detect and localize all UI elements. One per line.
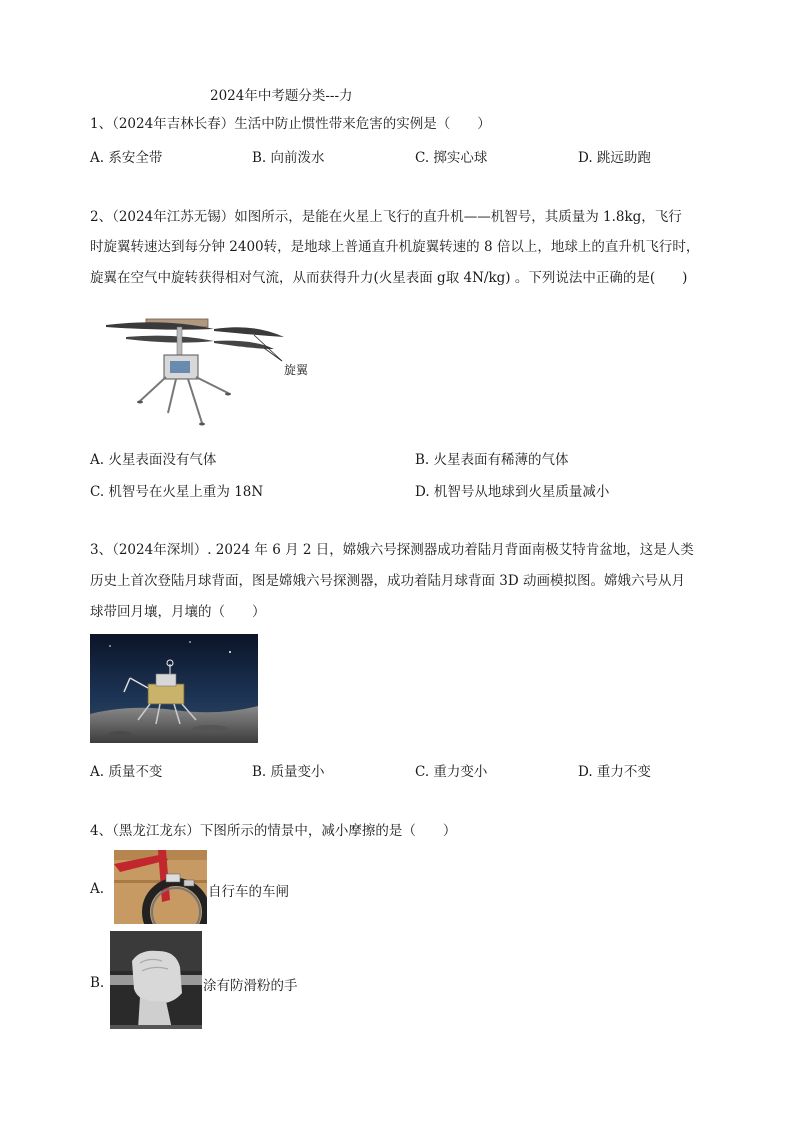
q1-option-a[interactable]: A. 系安全带	[90, 150, 163, 166]
question-2-options-row-2	[90, 480, 730, 500]
q1-option-c[interactable]: C. 掷实心球	[415, 150, 488, 166]
q3-option-b[interactable]: B. 质量变小	[252, 764, 325, 780]
page-title: 2024年中考题分类---力	[210, 88, 353, 104]
rotor-label: 旋翼	[284, 363, 309, 377]
change-6-lander-figure	[90, 634, 258, 743]
q1-option-b[interactable]: B. 向前泼水	[252, 150, 325, 166]
q4-option-a-caption: 自行车的车闸	[208, 884, 289, 900]
question-2-options-row-1	[90, 448, 730, 468]
q3-option-c[interactable]: C. 重力变小	[415, 764, 488, 780]
question-3-line-3: 球带回月壤，月壤的（ ）	[90, 604, 266, 620]
question-2-line-2: 时旋翼转速达到每分钟 2400转，是地球上普通直升机旋翼转速的 8 倍以上，地球上的直升机飞行时，	[90, 239, 700, 255]
q2-option-b[interactable]: B. 火星表面有稀薄的气体	[415, 452, 569, 468]
question-3-options	[90, 760, 730, 780]
question-2-line-3: 旋翼在空气中旋转获得相对气流，从而获得升力(火星表面 g取 4N/kg) 。下列说法中正确的是( )	[90, 270, 688, 286]
question-1-stem: 1、（2024年吉林长春）生活中防止惯性带来危害的实例是（ ）	[90, 116, 491, 132]
question-4-stem: 4、（黑龙江龙东）下图所示的情景中，减小摩擦的是（ ）	[90, 823, 457, 839]
q3-option-d[interactable]: D. 重力不变	[578, 764, 651, 780]
q2-option-a[interactable]: A. 火星表面没有气体	[90, 452, 217, 468]
question-3-line-1: 3、（2024年深圳）. 2024 年 6 月 2 日，嫦娥六号探测器成功着陆月背面南极艾特肯盆地，这是人类	[90, 542, 694, 558]
question-1-options	[90, 146, 730, 166]
q4-option-b-letter[interactable]: B.	[90, 975, 105, 991]
q4-option-b-caption: 涂有防滑粉的手	[203, 978, 298, 994]
chalked-hand-photo	[110, 931, 202, 1029]
question-2-line-1: 2、（2024年江苏无锡）如图所示，是能在火星上飞行的直升机——机智号，其质量为 1.8kg，飞行	[90, 209, 682, 225]
q3-option-a[interactable]: A. 质量不变	[90, 764, 163, 780]
q2-option-c[interactable]: C. 机智号在火星上重为 18N	[90, 484, 264, 500]
q1-option-d[interactable]: D. 跳远助跑	[578, 150, 651, 166]
q2-option-d[interactable]: D. 机智号从地球到火星质量减小	[415, 484, 610, 500]
q4-option-a-letter[interactable]: A.	[90, 881, 105, 897]
bicycle-brake-photo	[114, 850, 207, 924]
question-3-line-2: 历史上首次登陆月球背面，图是嫦娥六号探测器，成功着陆月球背面 3D 动画模拟图。嫦娥六号从月	[90, 573, 685, 589]
